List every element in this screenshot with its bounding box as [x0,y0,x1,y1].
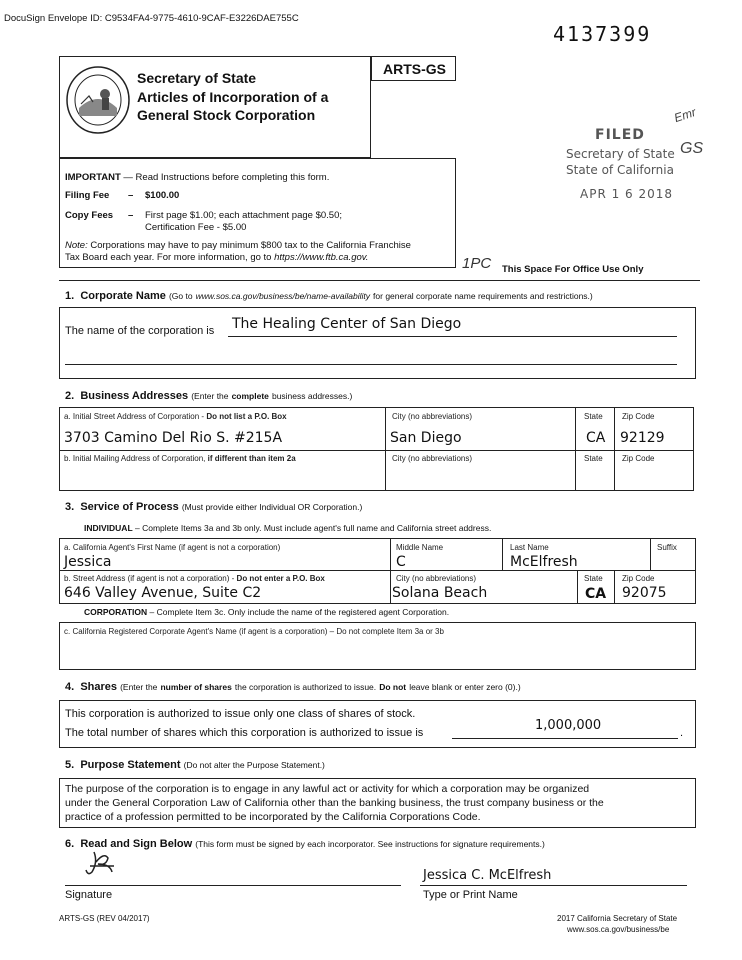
header-line2: Articles of Incorporation of a [137,89,329,105]
s3-middle-label: Middle Name [396,543,444,552]
hand-initials: 1PC [462,255,492,272]
print-label: Type or Print Name [423,889,518,901]
shares-line1: This corporation is authorized to issue only one class of shares of stock. [65,708,416,720]
s2-a-city-label: City (no abbreviations) [392,412,473,421]
s2-b-state-label: State [584,454,603,463]
section-5-heading: 5. Purpose Statement (Do not alter the Purpose Statement.) [65,759,325,771]
footer-url: www.sos.ca.gov/business/be [567,925,670,934]
s2-a-label: a. Initial Street Address of Corporation - Do not list a P.O. Box [64,412,287,421]
envelope-id: DocuSign Envelope ID: C9534FA4-9775-4610-9CAF-E3226DAE755C [4,13,299,24]
footer-form-rev: ARTS-GS (REV 04/2017) [59,914,150,923]
corp-name-line-2 [65,364,677,365]
stamp-filed: FILED [595,127,645,143]
purpose-line2: under the General Corporation Law of California other than the banking business, the trust company business or the [65,797,604,809]
s2-b-city-label: City (no abbreviations) [392,454,473,463]
s3-first-label: a. California Agent's First Name (if agent is not a corporation) [64,543,281,552]
s3-col-divider-2 [502,538,503,570]
signature-line [65,885,401,886]
purpose-line3: practice of a profession permitted to be incorporated by the California Corporations Code. [65,811,481,823]
footer-copyright: 2017 California Secretary of State [557,914,678,923]
s2-b-zip-label: Zip Code [622,454,655,463]
note-line2: Tax Board each year. For more information, go to https://www.ftb.ca.gov. [65,252,369,263]
s3-street-label: b. Street Address (if agent is not a corporation) - Do not enter a P.O. Box [64,574,325,583]
office-use-label: This Space For Office Use Only [502,264,644,275]
section-3-heading: 3. Service of Process (Must provide either Individual OR Corporation.) [65,501,363,513]
corp-name-label: The name of the corporation is [65,325,215,337]
s3-city-value[interactable]: Solana Beach [392,585,488,601]
s2-col-divider-3 [614,407,615,491]
copy-fees-dash: – [128,210,134,221]
s3-middle-value[interactable]: C [396,554,406,570]
printed-name-line [420,885,687,886]
s3-c-label: c. California Registered Corporate Agent's Name (if agent is a corporation) – Do not complete Item 3a or 3b [64,627,444,636]
s2-a-zip-label: Zip Code [622,412,655,421]
s2-col-divider-2 [575,407,576,491]
s3-state-value[interactable]: CA [585,586,607,602]
stamp-sos: Secretary of State [566,147,675,161]
divider [59,280,700,281]
s3-last-value[interactable]: McElfresh [510,554,578,570]
s3-corporation-line: CORPORATION – Complete Item 3c. Only include the name of the registered agent Corporation. [84,607,450,617]
copy-fees-label: Copy Fees [65,210,114,221]
hand-note: Emr [672,104,698,126]
copy-fees-line2: Certification Fee - $5.00 [145,222,247,233]
stamp-date: APR 1 6 2018 [580,187,674,201]
form-code: ARTS-GS [383,61,446,77]
hand-gs: GS [680,140,704,157]
section-2-heading: 2. Business Addresses (Enter the complete business addresses.) [65,390,353,402]
s2-b-label: b. Initial Mailing Address of Corporation, if different than item 2a [64,454,296,463]
purpose-line1: The purpose of the corporation is to engage in any lawful act or activity for which a corporation may be organized [65,783,590,795]
s2-zip-value[interactable]: 92129 [620,430,665,446]
s3-zip-value[interactable]: 92075 [622,585,667,601]
section-1-heading: 1. Corporate Name (Go to www.sos.ca.gov/business/be/name-availability for general corporate name requirements and restrictions.) [65,290,593,302]
printed-name-value[interactable]: Jessica C. McElfresh [423,868,552,883]
s2-col-divider-1 [385,407,386,491]
s3-zip-label: Zip Code [622,574,655,583]
important-line: IMPORTANT — Read Instructions before completing this form. [65,172,330,183]
stamp-state: State of California [566,163,674,177]
signature-label: Signature [65,889,113,901]
s3-last-label: Last Name [510,543,549,552]
filing-fee-dash: – [128,190,134,201]
corp-name-line [228,336,677,337]
s2-street-value[interactable]: 3703 Camino Del Rio S. #215A [64,430,283,446]
note-line1: Note: Corporations may have to pay minimum $800 tax to the California Franchise [65,240,411,251]
section-4-heading: 4. Shares (Enter the number of shares the corporation is authorized to issue. Do not leave blank or enter zero (0).) [65,681,521,693]
s3-suffix-label: Suffix [657,543,677,552]
shares-line2: The total number of shares which this corporation is authorized to issue is [65,727,424,739]
s3-col-divider-5 [614,570,615,604]
s3-col-divider-4 [577,570,578,604]
s3-street-value[interactable]: 646 Valley Avenue, Suite C2 [64,585,262,601]
s3-city-label: City (no abbreviations) [396,574,477,583]
shares-value[interactable]: 1,000,000 [535,718,602,733]
state-seal-icon [63,60,133,140]
signature-mark[interactable] [84,848,124,878]
copy-fees-line1: First page $1.00; each attachment page $0.50; [145,210,342,221]
filing-fee-value: $100.00 [145,190,180,201]
corp-name-value[interactable]: The Healing Center of San Diego [232,316,462,332]
s3-state-label: State [584,574,603,583]
shares-period: . [680,727,684,739]
file-number: 4137399 [553,22,652,46]
s2-row-divider [59,450,694,451]
s3-col-divider-1 [390,538,391,604]
shares-line [452,738,678,739]
s2-city-value[interactable]: San Diego [390,430,462,446]
header-line1: Secretary of State [137,70,257,86]
filing-fee-label: Filing Fee [65,190,110,201]
s2-a-state-label: State [584,412,603,421]
s3-first-value[interactable]: Jessica [64,554,112,570]
header-line3: General Stock Corporation [137,107,316,123]
section-6-heading: 6. Read and Sign Below (This form must be signed by each incorporator. See instructions for signature requirements.) [65,838,545,850]
s3-individual-line: INDIVIDUAL – Complete Items 3a and 3b only. Must include agent's full name and California street address. [84,523,492,533]
s2-state-value[interactable]: CA [586,430,606,446]
s3-row-divider [59,570,696,571]
s3-col-divider-3 [650,538,651,570]
